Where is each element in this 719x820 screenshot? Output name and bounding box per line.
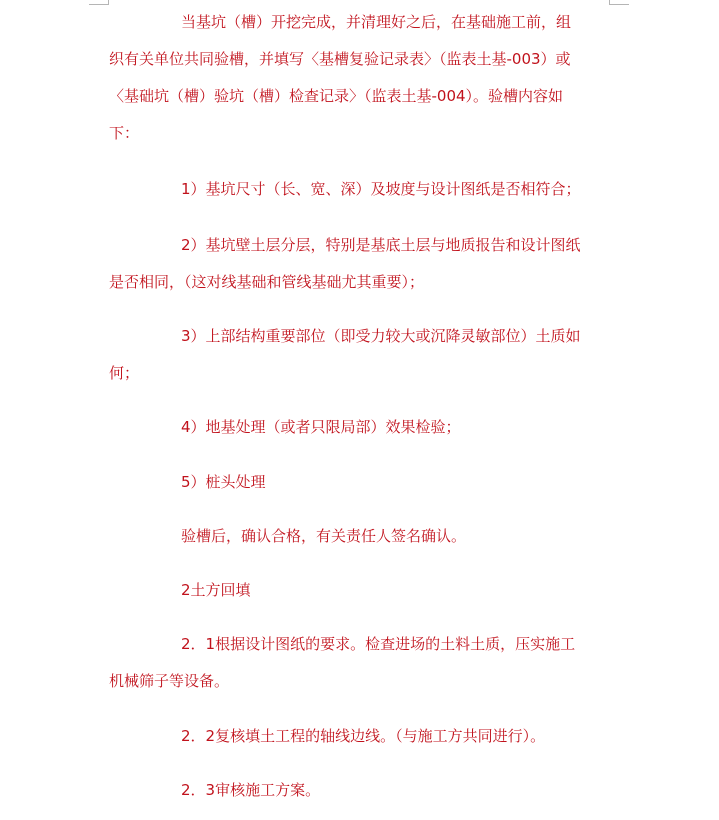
list-item-1-pit-dimensions <box>109 171 608 208</box>
paragraph-line: 1）基坑尺寸（长、宽、深）及坡度与设计图纸是否相符合； <box>181 180 581 198</box>
paragraph-line: 3）上部结构重要部位（即受力较大或沉降灵敏部位）土质如 <box>181 327 581 345</box>
crop-mark-top-left-horizontal <box>89 4 109 5</box>
paragraph-line: 验槽后，确认合格，有关责任人签名确认。 <box>181 527 467 545</box>
list-item-2-soil-layers <box>109 227 608 301</box>
paragraph-line: 何； <box>109 364 140 382</box>
paragraph-line: 下： <box>109 124 140 142</box>
paragraph-line: 2）基坑壁土层分层，特别是基底土层与地质报告和设计图纸 <box>181 236 581 254</box>
paragraph-line: 2．1根据设计图纸的要求。检查进场的土料土质，压实施工 <box>181 635 576 653</box>
paragraph-2-3-plan-review <box>109 772 608 809</box>
list-item-5-pile-head <box>109 464 608 501</box>
paragraph-line: 当基坑（槽）开挖完成，并清理好之后，在基础施工前，组 <box>181 13 572 31</box>
paragraph-line: 5）桩头处理 <box>181 473 266 491</box>
list-item-3-soil-quality <box>109 318 608 392</box>
paragraph-excavation-inspection <box>109 4 608 152</box>
paragraph-line: 2．2复核填土工程的轴线边线。（与施工方共同进行）。 <box>181 727 546 745</box>
paragraph-line: 是否相同，（这对线基础和管线基础尤其重要）； <box>109 273 425 291</box>
paragraph-line: 2．3审核施工方案。 <box>181 781 321 799</box>
paragraph-line: 机械筛子等设备。 <box>109 672 230 690</box>
paragraph-line: 2土方回填 <box>181 581 251 599</box>
paragraph-line: 织有关单位共同验槽，并填写〈基槽复验记录表〉（监表土基-003）或 <box>109 50 571 68</box>
paragraph-line: 4）地基处理（或者只限局部）效果检验； <box>181 418 461 436</box>
crop-mark-top-right-horizontal <box>609 4 629 5</box>
list-item-4-foundation-treatment <box>109 409 608 446</box>
section-heading-backfill <box>109 572 608 609</box>
paragraph-line: 〈基础坑（槽）验坑（槽）检查记录〉（监表土基-004）。验槽内容如 <box>109 87 564 105</box>
paragraph-2-2-axis-check <box>109 718 608 755</box>
paragraph-acceptance-signoff <box>109 518 608 555</box>
paragraph-2-1-material-check <box>109 626 608 700</box>
